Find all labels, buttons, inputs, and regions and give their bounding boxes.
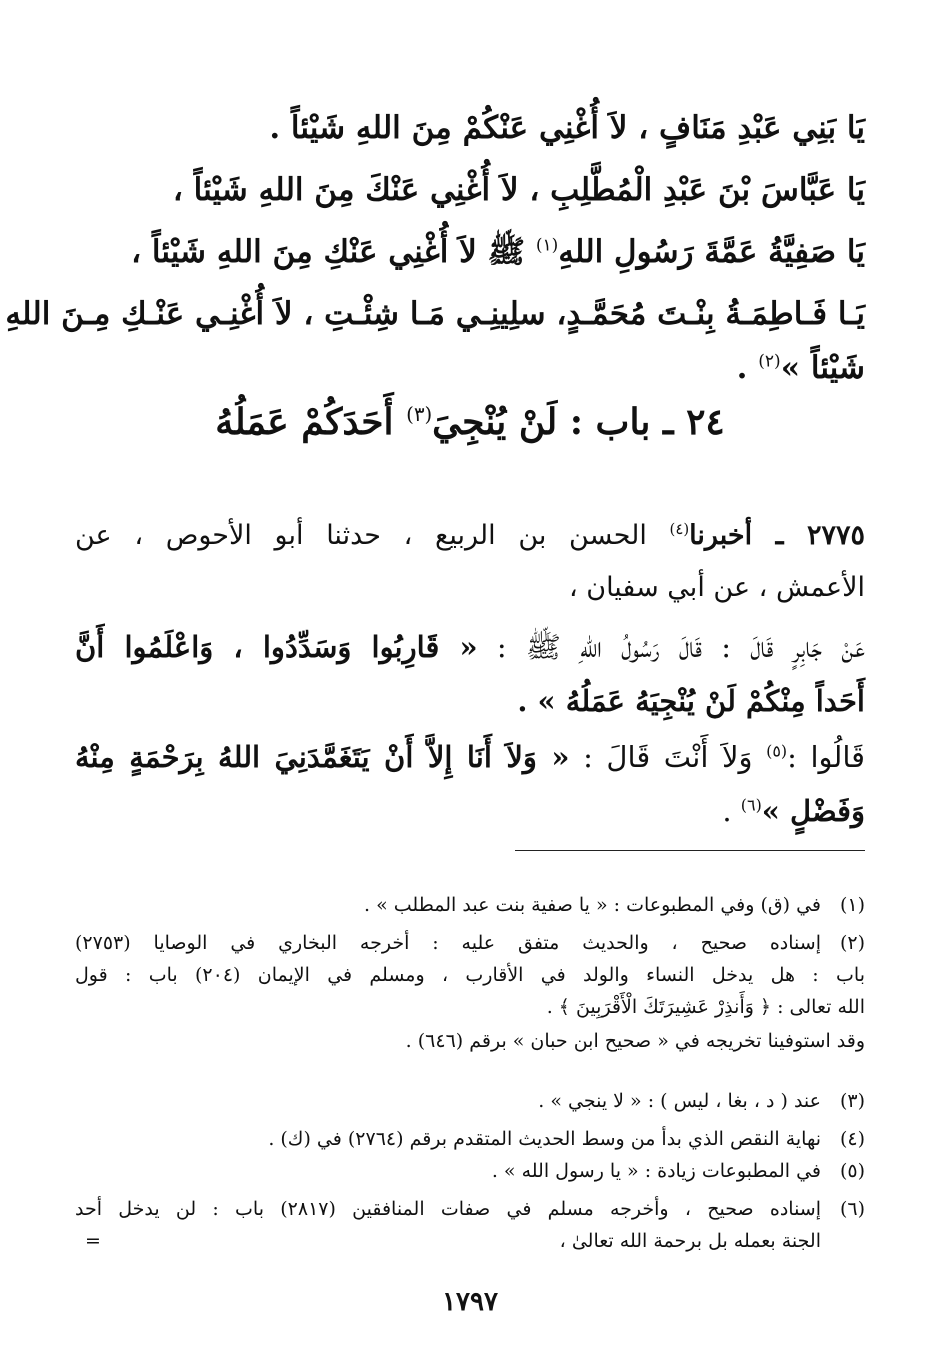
footnote-text: الله تعالى : ﴿ وَأَنذِرْ عَشِيرَتَكَ الْأَقْرَبِينَ ﴾ . xyxy=(546,996,865,1018)
footnote-text: الجنة بعمله بل برحمة الله تعالىٰ ، xyxy=(559,1230,821,1252)
hadith-text-3-plain: قَالُوا : xyxy=(787,740,866,774)
footnote-number: (١) xyxy=(839,894,865,916)
hadith-text-3-mid: وَلاَ أَنْتَ قَالَ : xyxy=(583,740,753,774)
hadith-text-2: أَحَداً مِنْكُمْ لَنْ يُنْجِيَهُ عَمَلُهُ » . xyxy=(517,684,865,718)
text-line-4: يَـا فَـاطِمَـةُ بِنْـتَ مُحَمَّـدٍ، سلِينِـي مَـا شِئْـتِ ، لاَ أُغْنِـي عَنْـكِ مِـنَ اللهِ xyxy=(5,296,865,332)
text-line-5-part-a: شَيْئاً » xyxy=(780,350,865,386)
footnote-number: (٦) xyxy=(839,1198,865,1220)
hadith-text-line-4 xyxy=(722,784,865,838)
text-line-5 xyxy=(737,340,865,396)
page-number: ١٧٩٧ xyxy=(442,1287,498,1317)
hadith-text-line-1 xyxy=(75,620,865,674)
hadith-text-1-bold: « قَارِبُوا وَسَدِّدُوا ، وَاعْلَمُوا أَنَّ xyxy=(75,630,478,664)
hadith-isnad-line-1 xyxy=(75,510,865,562)
footnote-text: باب : هل يدخل النساء والولد في الأقارب ، ومسلم في الإيمان (٢٠٤) باب : قول xyxy=(75,964,865,986)
hadith-number: ٢٧٧٥ ـ أخبرنا xyxy=(689,520,865,551)
footnote-ref-4[interactable]: (٤) xyxy=(669,520,690,538)
hadith-isnad-line-2: الأعمش ، عن أبي سفيان ، xyxy=(568,572,865,603)
footnote-number: (٢) xyxy=(839,932,865,954)
footnote-ref-2[interactable]: (٢) xyxy=(758,351,781,372)
footnote-text: نهاية النقص الذي بدأ من وسط الحديث المتقدم برقم (٢٧٦٤) في (ك) . xyxy=(268,1128,821,1150)
hadith-text-line-2 xyxy=(517,674,865,728)
footnote-number: (٤) xyxy=(839,1128,865,1150)
hadith-text-3-bold: « وَلاَ أَنَا إِلاَّ أَنْ يَتَغَمَّدَنِيَ اللهُ بِرَحْمَةٍ مِنْهُ xyxy=(75,740,570,774)
text-line-5-end: . xyxy=(736,350,759,386)
footnote-number: (٣) xyxy=(839,1090,865,1112)
text-line-3-part-a: يَا صَفِيَّةُ عَمَّةَ رَسُولِ اللهِ xyxy=(558,234,865,270)
footnote-text: إسناده صحيح ، وأخرجه مسلم في صفات المنافقين (٢٨١٧) باب : لن يدخل أحد xyxy=(75,1198,822,1220)
chapter-heading xyxy=(75,392,865,452)
footnote-ref-1[interactable]: (١) xyxy=(535,235,559,256)
footnote-text: وقد استوفينا تخريجه في « صحيح ابن حبان » برقم (٦٤٦) . xyxy=(405,1030,865,1052)
hadith-text-4: وَفَضْلٍ » xyxy=(761,794,865,828)
book-page xyxy=(5,90,866,1350)
chapter-heading-prefix: ٢٤ ـ باب : لَنْ يُنْجِيَ xyxy=(432,401,725,443)
footnote-text: في المطبوعات زيادة : « يا رسول الله » . xyxy=(491,1160,821,1182)
footnote-number: (٥) xyxy=(839,1160,865,1182)
footnote-ref-3[interactable]: (٣) xyxy=(406,403,433,426)
text-line-3-part-b: ﷺ لاَ أُغْنِي عَنْكِ مِنَ اللهِ شَيْئاً ، xyxy=(131,234,526,270)
footnote-ref-5[interactable]: (٥) xyxy=(766,741,788,761)
footnote-text: عند ( د ، بغا ، ليس ) : « لا ينجي » . xyxy=(538,1090,821,1112)
continued-mark: = xyxy=(85,1230,101,1252)
hadith-text-line-3 xyxy=(75,730,865,784)
footnote-ref-6[interactable]: (٦) xyxy=(740,795,762,815)
footnote-divider xyxy=(515,850,865,851)
text-line-2: يَا عَبَّاسَ بْنَ عَبْدِ الْمُطَّلِبِ ، لاَ أُغْنِي عَنْكَ مِنَ اللهِ شَيْئاً ، xyxy=(172,172,865,208)
hadith-text-1-plain: عَنْ جَابِرٍ قَالَ : قَالَ رَسُولُ اللهِ ﷺ : xyxy=(496,630,866,664)
text-line-1: يَا بَنِي عَبْدِ مَنَافٍ ، لاَ أُغْنِي عَنْكُمْ مِنَ اللهِ شَيْئاً . xyxy=(269,110,865,146)
hadith-text-4-end: . xyxy=(722,794,741,828)
hadith-isnad-1: الحسن بن الربيع ، حدثنا أبو الأحوص ، عن xyxy=(75,520,647,551)
footnote-text: إسناده صحيح ، والحديث متفق عليه : أخرجه البخاري في الوصايا (٢٧٥٣) xyxy=(75,932,821,954)
chapter-heading-suffix: أَحَدَكُمْ عَمَلُهُ xyxy=(215,401,394,443)
text-line-3 xyxy=(131,224,865,280)
footnote-text: في (ق) وفي المطبوعات : « يا صفية بنت عبد المطلب » . xyxy=(364,894,821,916)
